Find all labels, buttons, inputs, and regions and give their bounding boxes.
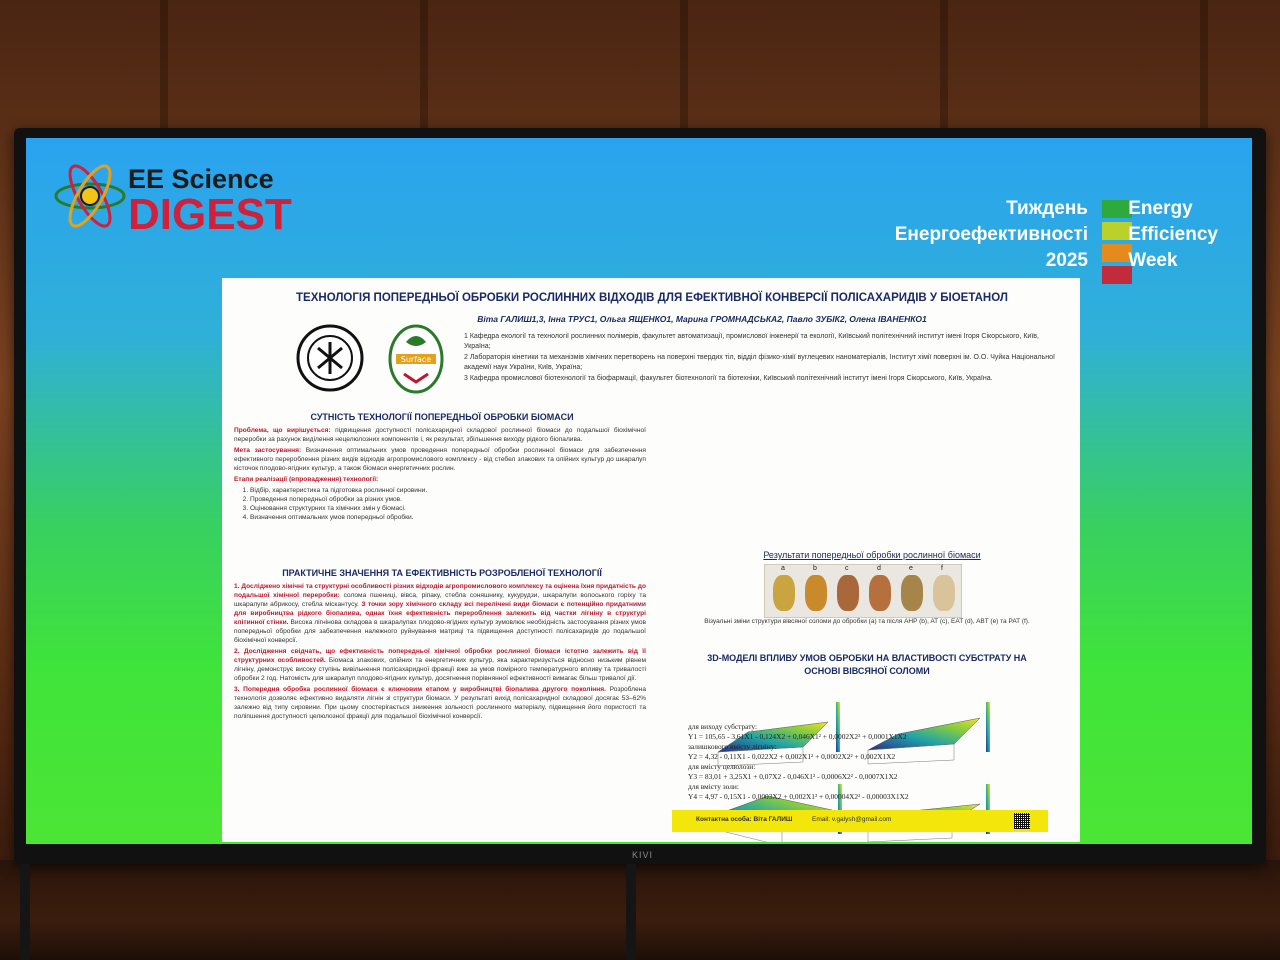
- point1-red: 1. Досліджено хімічні та структурні особливості різних відходів агропромислового комплексу та оцінена їхня придатність до подальшої хімічної переробки:: [234, 583, 646, 599]
- biomass-samples-photo: [764, 564, 962, 618]
- equation-line: для виходу субстрату:: [688, 722, 758, 731]
- point1-text: солома пшениці, вівса, ріпаку, стебла соняшнику, кукурудзи, шкаралупи волоського горіху та шкаралупи абрикосу, стебла міскантусу.: [234, 592, 647, 608]
- stage-item: 3. Оцінювання структурних та хімічних змін у біомасі.: [250, 504, 646, 513]
- week-ua-line: 2025: [1045, 250, 1088, 271]
- equation-line: Y4 = 4,97 - 0,15X1 - 0,0003X2 + 0,002X1² + 0,00004X2² - 0,00003X1X2: [688, 792, 909, 801]
- sample-label: e: [909, 565, 913, 572]
- equation-line: для вмісту золи:: [688, 782, 739, 791]
- sample-label: a: [781, 565, 785, 572]
- section2-heading: ПРАКТИЧНЕ ЗНАЧЕННЯ ТА ЕФЕКТИВНІСТЬ РОЗРОБЛЕНОЇ ТЕХНОЛОГІЇ: [282, 568, 602, 578]
- stages-label: Етапи реалізації (впровадження) технології:: [234, 476, 379, 483]
- tv-screen: [26, 138, 1252, 844]
- week-ukrainian-text: [895, 196, 1088, 274]
- sample-label: c: [845, 565, 849, 572]
- energy-efficiency-week-logo: [868, 196, 1228, 276]
- ee-science-digest-logo: [52, 158, 312, 248]
- stages-list: [234, 486, 646, 522]
- biomass-sample: [805, 575, 827, 611]
- figure-caption: Візуальні зміни структури вівсяної соломи до обробки (a) та після AHP (b), AT (c), EAT (d), ABT (e) та PAT (f).: [704, 618, 1030, 625]
- equation-line: Y1 = 105,65 - 3,61X1 - 0,124X2 + 0,046X1² + 0,0002X2² + 0,0001X1X2: [688, 732, 907, 741]
- biomass-sample: [837, 575, 859, 611]
- equation-line: залишкового вмісту лігніну:: [688, 742, 777, 751]
- biomass-sample: [773, 575, 795, 611]
- equation-line: для вмісту целюлози:: [688, 762, 756, 771]
- point1-red2: З точки зору хімічного складу всі перелічені види біомаси є потенційно придатними для виробництва рідкого біопалива, однак їхня ефективність перероблення залежить від частки лігніну в структурі клітинної стінки.: [234, 601, 646, 626]
- point3-red: 3. Попередня обробка рослинної біомаси є ключовим етапом у виробництві біопалива другого покоління.: [234, 686, 606, 693]
- sample-label: d: [877, 565, 881, 572]
- week-english-text: [1128, 196, 1218, 274]
- contact-bar: [672, 810, 1048, 832]
- logo-line2: DIGEST: [128, 190, 292, 239]
- stage-item: 4. Визначення оптимальних умов попередньої обробки.: [250, 513, 646, 522]
- logo2-text: Surface: [400, 355, 432, 364]
- regression-equations: [688, 722, 1048, 802]
- biomass-sample: [901, 575, 923, 611]
- week-ua-line: Енергоефективності: [894, 224, 1088, 245]
- stage-item: 1. Відбір, характеристика та підготовка рослинної сировини.: [250, 486, 646, 495]
- equation-line: Y2 = 4,32 - 0,11X1 - 0,022X2 + 0,002X1² + 0,0002X2² + 0,002X1X2: [688, 752, 896, 761]
- affiliation-2: 2 Лабораторія кінетики та механізмів хімічних перетворень на поверхні твердих тіл, відділ фізико-хімії вуглецевих наноматеріалів, Інститут хімії поверхні ім. О.О. Чуйка Національної академії наук України, Київ, Україна;: [464, 354, 1055, 371]
- poster-title: ТЕХНОЛОГІЯ ПОПЕРЕДНЬОЇ ОБРОБКИ РОСЛИННИХ ВІДХОДІВ ДЛЯ ЕФЕКТИВНОЇ КОНВЕРСІЇ ПОЛІСАХАРИДІВ У БІОЕТАНОЛ: [296, 292, 1008, 304]
- point2-red: 2. Дослідження свідчать, що ефективність попередньої хімічної обробки рослинної біомаси істотно залежить від її структурних особливостей.: [234, 648, 646, 664]
- week-en-line: Efficiency: [1128, 224, 1218, 245]
- logo-line1: EE Science: [128, 164, 274, 194]
- goal-text: Визначення оптимальних умов проведення попередньої обробки рослинної біомаси для забезпечення ефективного перероблення різних видів відходів агропромислового комплексу - від стебел злакових та олійних культур до шкаралуп кісточок плодово-ягідних культур, а також біомаси енергетичних рослин.: [234, 447, 646, 472]
- week-ua-line: Тиждень: [1006, 198, 1088, 219]
- university-seal-logo: [296, 324, 364, 392]
- affiliation-3: 3 Кафедра промислової біотехнології та біофармації, факультет біотехнології та біотехніки, Київський політехнічний інститут імені Ігоря Сікорського, Київ, Україна.: [464, 375, 993, 382]
- sample-label: b: [813, 565, 817, 572]
- qr-code-icon: [1014, 813, 1030, 829]
- affiliations: [464, 332, 1064, 385]
- results-heading: Результати попередньої обробки рослинної біомаси: [763, 550, 981, 560]
- floor: [0, 860, 1280, 960]
- goal-label: Мета застосування:: [234, 447, 302, 454]
- point3-text: Розроблена технологія дозволяє ефективно видаляти лігнін зі структури біомаси. У результаті вихід полісахаридної складової досягає 53–62% залежно від типу сировини. При цьому спостерігається зниження зольності рослинного матеріалу, підвищення його пористості та поліпшення доступності целюлозної фракції для подальшої біохімічної конверсії.: [234, 686, 646, 720]
- contact-person: Контактна особа: Віта ГАЛИШ: [696, 816, 793, 823]
- contact-email: Email: v.galysh@gmail.com: [812, 816, 892, 823]
- section2-body: [234, 582, 646, 723]
- affiliation-1: 1 Кафедра екології та технології рослинних полімерів, факультет автоматизації, промислової інженерії та екології, Київський політехнічний інститут імені Ігоря Сікорського, Київ, Україна;: [464, 333, 1039, 350]
- section1-heading: СУТНІСТЬ ТЕХНОЛОГІЇ ПОПЕРЕДНЬОЇ ОБРОБКИ БІОМАСИ: [310, 412, 574, 422]
- equation-line: Y3 = 83,01 + 3,25X1 + 0,07X2 - 0,046X1² - 0,0006X2² - 0,0007X1X2: [688, 772, 898, 781]
- tv-stand-leg: [20, 864, 30, 960]
- point1-text2: Висока лігнінова складова в шкаралупах плодово-ягідних культур зумовлює необхідність застосування різних умов попередньої обробки для забезпечення належного руйнування матриці та підвищення доступності полісахаридів до подальшої біохімічної конверсії.: [234, 619, 646, 644]
- section1-body: [234, 426, 646, 522]
- biomass-sample: [869, 575, 891, 611]
- biomass-sample: [933, 575, 955, 611]
- tv-stand-leg: [626, 864, 636, 960]
- problem-label: Проблема, що вирішується:: [234, 427, 331, 434]
- week-en-line: Week: [1128, 250, 1178, 271]
- sample-label: f: [941, 565, 943, 572]
- point2-text: Біомаса злакових, олійних та енергетичних культур, яка характеризується відносно низьким рівнем лігніну, демонструє високу ступінь вивільнення полісахаридної фракції вже за умов помірного температурного впливу та тривалості обробки 2 год. Натомість для шкаралуп плодово-ягідних культур, досягнення порівнянної ефективності вимагає більш тривалої дії.: [234, 657, 646, 682]
- poster-authors: Віта ГАЛИШ1,3, Інна ТРУС1, Ольга ЯЩЕНКО1, Марина ГРОМНАДСЬКА2, Павло ЗУБІК2, Олена ІВАНЕНКО1: [477, 314, 927, 324]
- surface-lab-logo: [388, 324, 444, 394]
- problem-text: підвищення доступності полісахаридної складової рослинної біомаси до подальшої біохімічної переробки за рахунок виділення нецелюлозних компонентів і, як результат, збільшення виходу рідкого біопалива.: [234, 427, 647, 443]
- models-heading: 3D-МОДЕЛІ ВПЛИВУ УМОВ ОБРОБКИ НА ВЛАСТИВОСТІ СУБСТРАТУ НА ОСНОВІ ВІВСЯНОЇ СОЛОМИ: [707, 653, 1027, 676]
- atom-icon: [52, 158, 128, 234]
- tv-brand: KIVI: [632, 850, 654, 860]
- week-en-line: Energy: [1128, 198, 1193, 219]
- stage-item: 2. Проведення попередньої обробки за різних умов.: [250, 495, 646, 504]
